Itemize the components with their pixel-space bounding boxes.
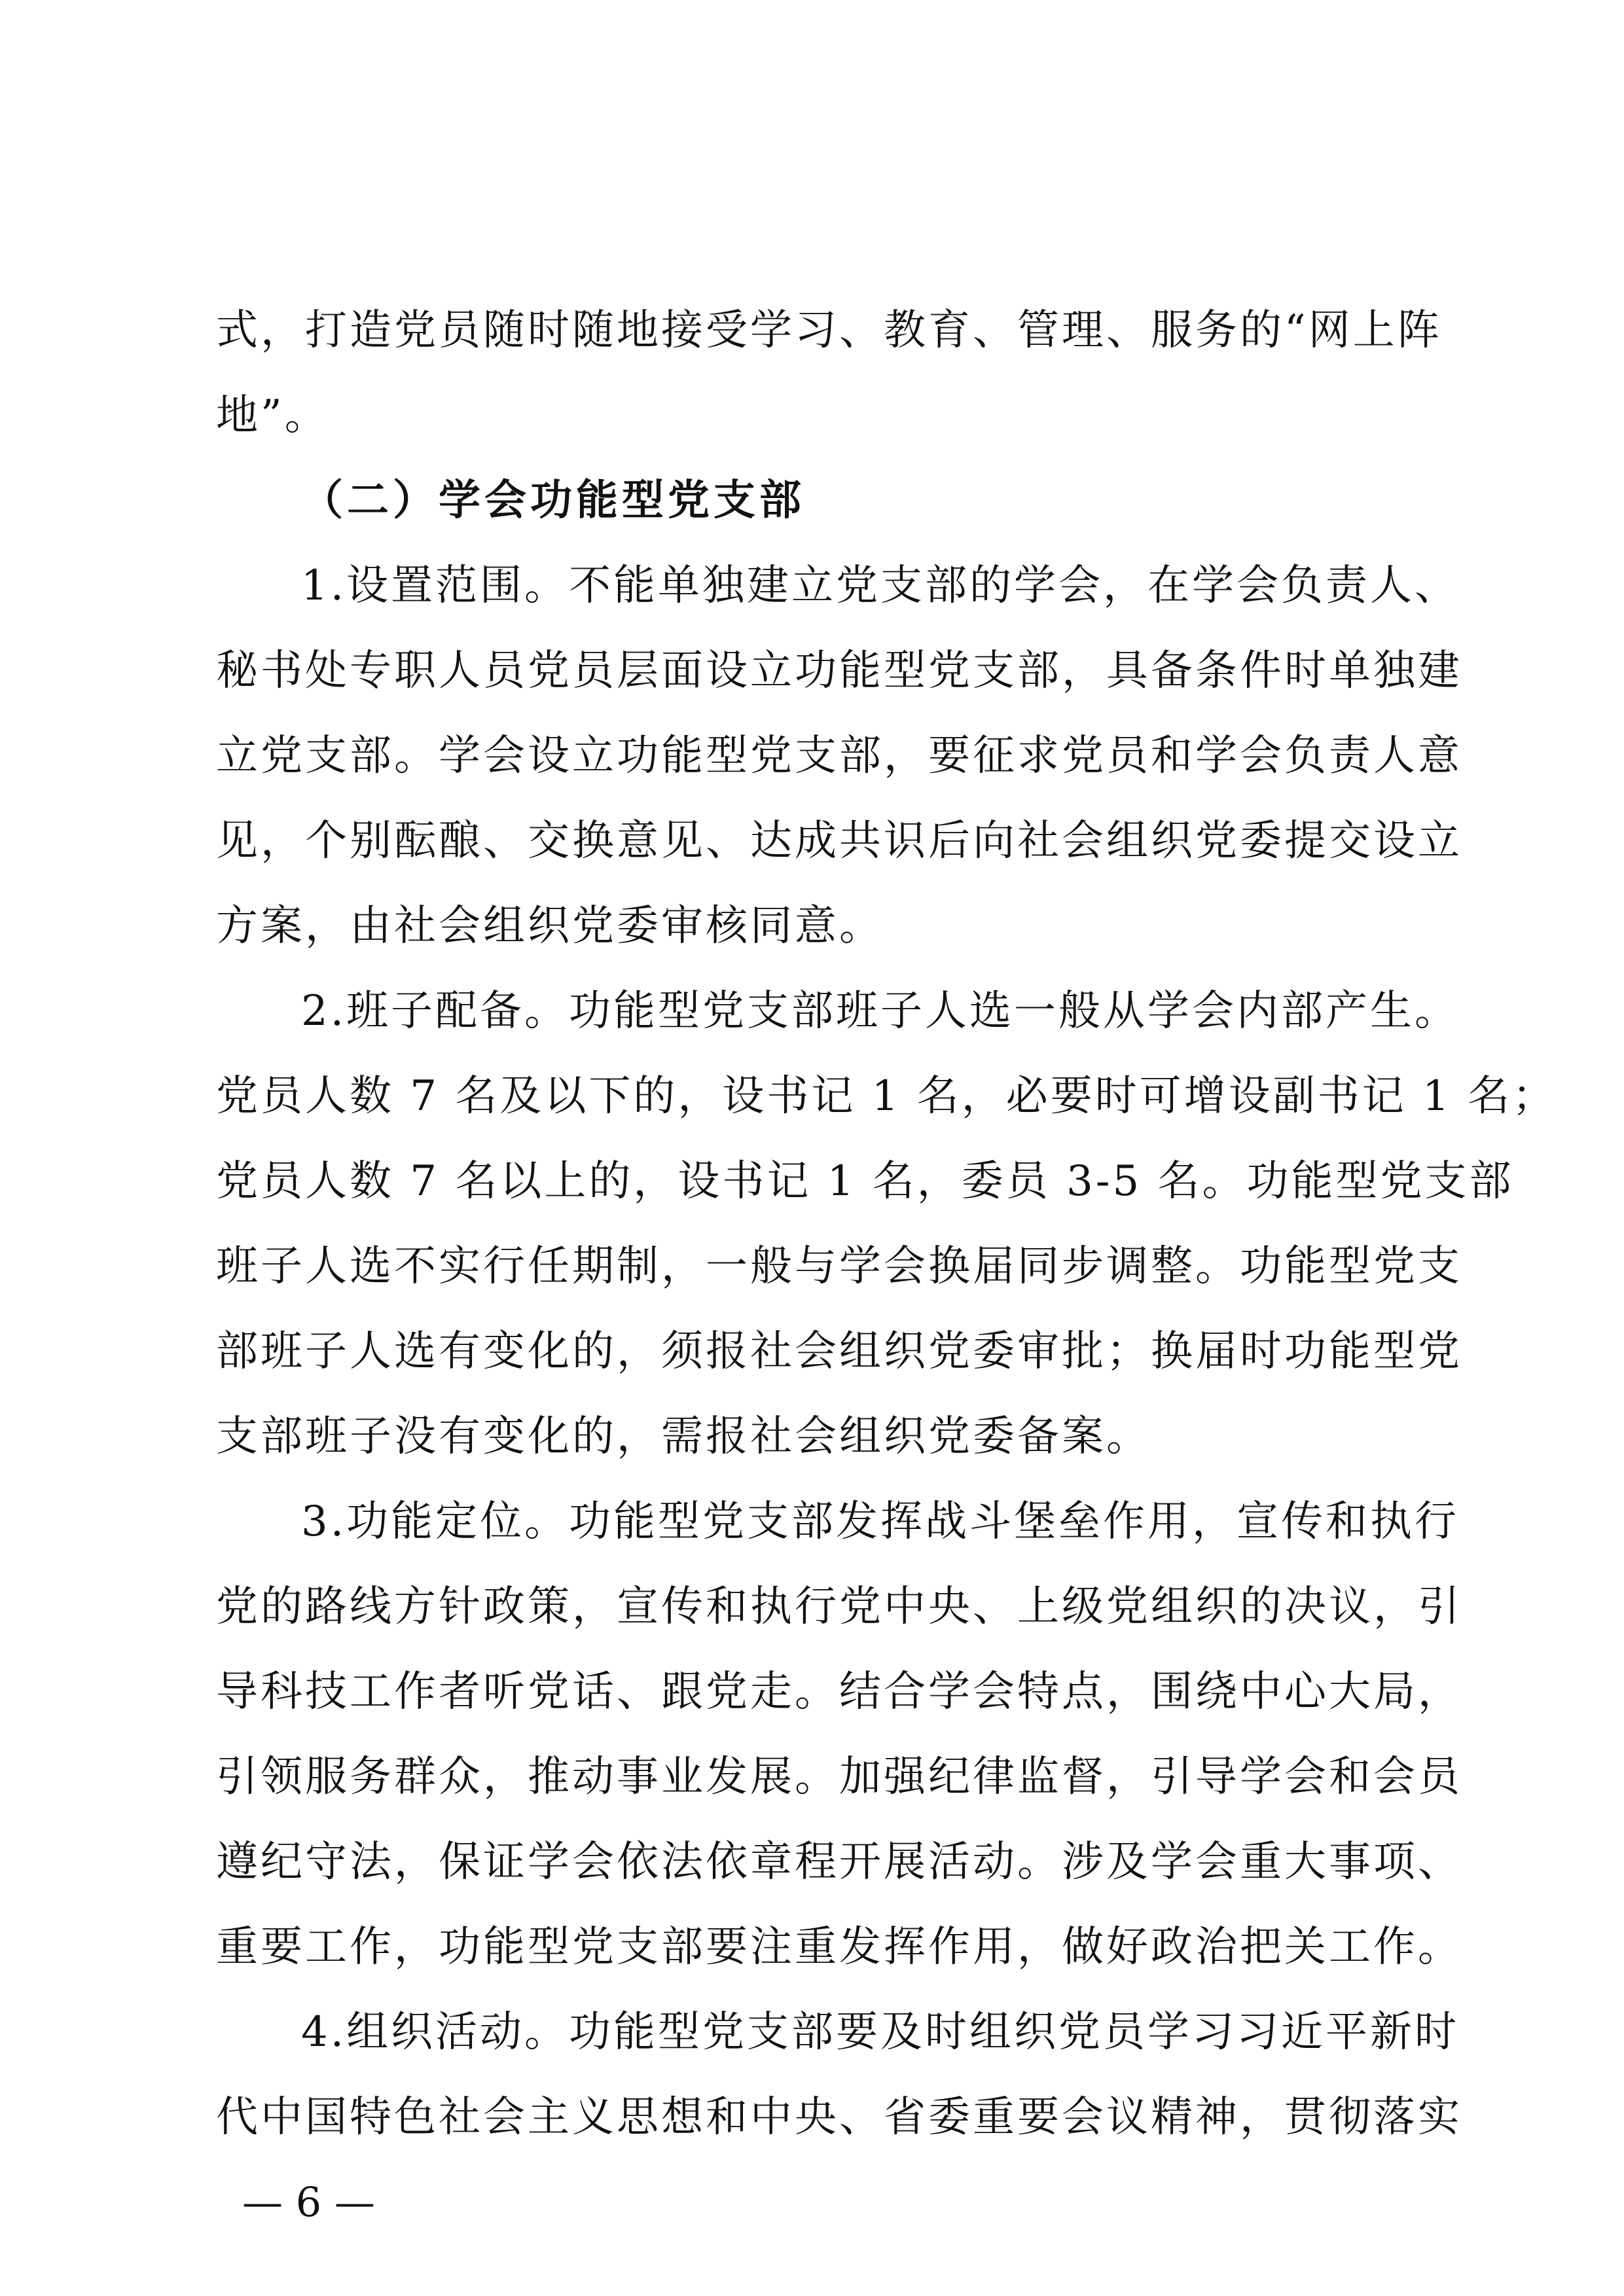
- body-line: 重要工作，功能型党支部要注重发挥作用，做好政治把关工作。: [216, 1923, 1462, 1971]
- body-line: 方案，由社会组织党委审核同意。: [216, 902, 884, 950]
- body-line: 班子人选不实行任期制，一般与学会换届同步调整。功能型党支: [216, 1242, 1462, 1291]
- paragraph-first-line: 2.班子配备。功能型党支部班子人选一般从学会内部产生。: [301, 987, 1460, 1035]
- body-line: 导科技工作者听党话、跟党走。结合学会特点，围绕中心大局，: [216, 1668, 1462, 1716]
- body-line: 代中国特色社会主义思想和中央、省委重要会议精神，贯彻落实: [216, 2093, 1462, 2142]
- paragraph-first-line: 1.设置范围。不能单独建立党支部的学会，在学会负责人、: [301, 562, 1460, 610]
- body-line: 支部班子没有变化的，需报社会组织党委备案。: [216, 1412, 1151, 1461]
- section-heading: （二）学会功能型党支部: [301, 476, 805, 525]
- paragraph-first-line: 4.组织活动。功能型党支部要及时组织党员学习习近平新时: [301, 2008, 1460, 2056]
- body-line: 立党支部。学会设立功能型党支部，要征求党员和学会负责人意: [216, 732, 1462, 780]
- body-line: 见，个别酝酿、交换意见、达成共识后向社会组织党委提交设立: [216, 817, 1462, 865]
- paragraph-first-line: 3.功能定位。功能型党支部发挥战斗堡垒作用，宣传和执行: [301, 1498, 1460, 1546]
- body-line: 式，打造党员随时随地接受学习、教育、管理、服务的“网上阵: [216, 306, 1442, 355]
- body-line: 部班子人选有变化的，须报社会组织党委审批；换届时功能型党: [216, 1327, 1462, 1376]
- page-number: — 6 —: [242, 2178, 375, 2226]
- body-line: 引领服务群众，推动事业发展。加强纪律监督，引导学会和会员: [216, 1753, 1462, 1801]
- body-line: 秘书处专职人员党员层面设立功能型党支部，具备条件时单独建: [216, 647, 1462, 695]
- body-line: 地”。: [216, 391, 329, 440]
- body-line: 遵纪守法，保证学会依法依章程开展活动。涉及学会重大事项、: [216, 1838, 1462, 1886]
- body-line: 党的路线方针政策，宣传和执行党中央、上级党组织的决议，引: [216, 1583, 1462, 1631]
- body-line: 党员人数 7 名以上的，设书记 1 名，委员 3-5 名。功能型党支部: [216, 1157, 1514, 1206]
- body-line: 党员人数 7 名及以下的，设书记 1 名，必要时可增设副书记 1 名；: [216, 1072, 1557, 1121]
